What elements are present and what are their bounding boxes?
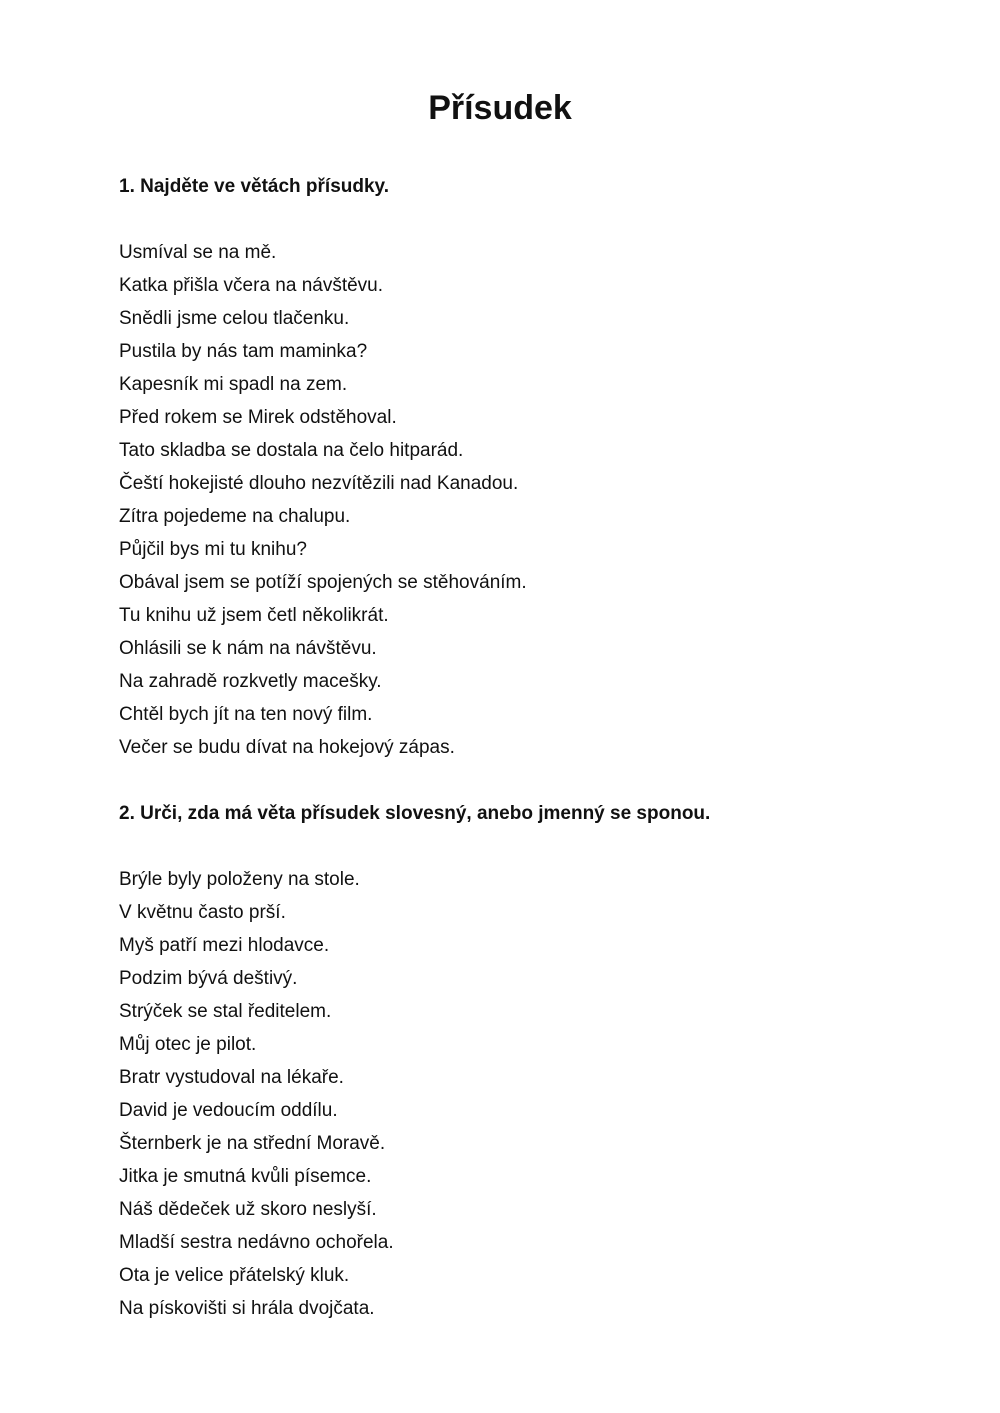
sentence-item: Katka přišla včera na návštěvu.: [119, 275, 384, 296]
sentence-item: Večer se budu dívat na hokejový zápas.: [119, 737, 455, 758]
sentence-item: Ohlásili se k nám na návštěvu.: [119, 638, 377, 659]
sentence-item: Půjčil bys mi tu knihu?: [119, 539, 307, 560]
sentence-item: Ota je velice přátelský kluk.: [119, 1265, 350, 1286]
sentence-item: Strýček se stal ředitelem.: [119, 1001, 332, 1022]
sentence-item: Myš patří mezi hlodavce.: [119, 935, 330, 956]
sentence-item: Před rokem se Mirek odstěhoval.: [119, 407, 397, 428]
page-title: Přísudek: [428, 89, 572, 127]
sentence-item: Chtěl bych jít na ten nový film.: [119, 704, 373, 725]
sentence-item: Podzim bývá deštivý.: [119, 968, 298, 989]
sentence-item: Mladší sestra nedávno ochořela.: [119, 1232, 394, 1253]
sentence-item: David je vedoucím oddílu.: [119, 1100, 338, 1121]
sentence-item: Na zahradě rozkvetly macešky.: [119, 671, 382, 692]
sentence-item: Na pískovišti si hrála dvojčata.: [119, 1298, 375, 1319]
sentence-item: Obával jsem se potíží spojených se stěhováním.: [119, 572, 527, 593]
sentence-list-1: [119, 236, 527, 764]
sentence-item: Tu knihu už jsem četl několikrát.: [119, 605, 389, 626]
sentence-item: Usmíval se na mě.: [119, 242, 277, 263]
sentence-item: Jitka je smutná kvůli písemce.: [119, 1166, 372, 1187]
section-heading-1: 1. Najděte ve větách přísudky.: [119, 176, 389, 197]
sentence-item: Zítra pojedeme na chalupu.: [119, 506, 351, 527]
sentence-item: Šternberk je na střední Moravě.: [119, 1133, 386, 1154]
sentence-item: Pustila by nás tam maminka?: [119, 341, 368, 362]
sentence-item: Bratr vystudoval na lékaře.: [119, 1067, 344, 1088]
sentence-item: Náš dědeček už skoro neslyší.: [119, 1199, 377, 1220]
sentence-item: Snědli jsme celou tlačenku.: [119, 308, 350, 329]
sentence-item: V květnu často prší.: [119, 902, 286, 923]
sentence-item: Kapesník mi spadl na zem.: [119, 374, 348, 395]
sentence-item: Brýle byly položeny na stole.: [119, 869, 360, 890]
sentence-list-2: [119, 863, 394, 1325]
sentence-item: Můj otec je pilot.: [119, 1034, 257, 1055]
sentence-item: Tato skladba se dostala na čelo hitparád.: [119, 440, 464, 461]
section-heading-2: 2. Urči, zda má věta přísudek slovesný, anebo jmenný se sponou.: [119, 803, 711, 824]
sentence-item: Čeští hokejisté dlouho nezvítězili nad Kanadou.: [119, 473, 519, 494]
